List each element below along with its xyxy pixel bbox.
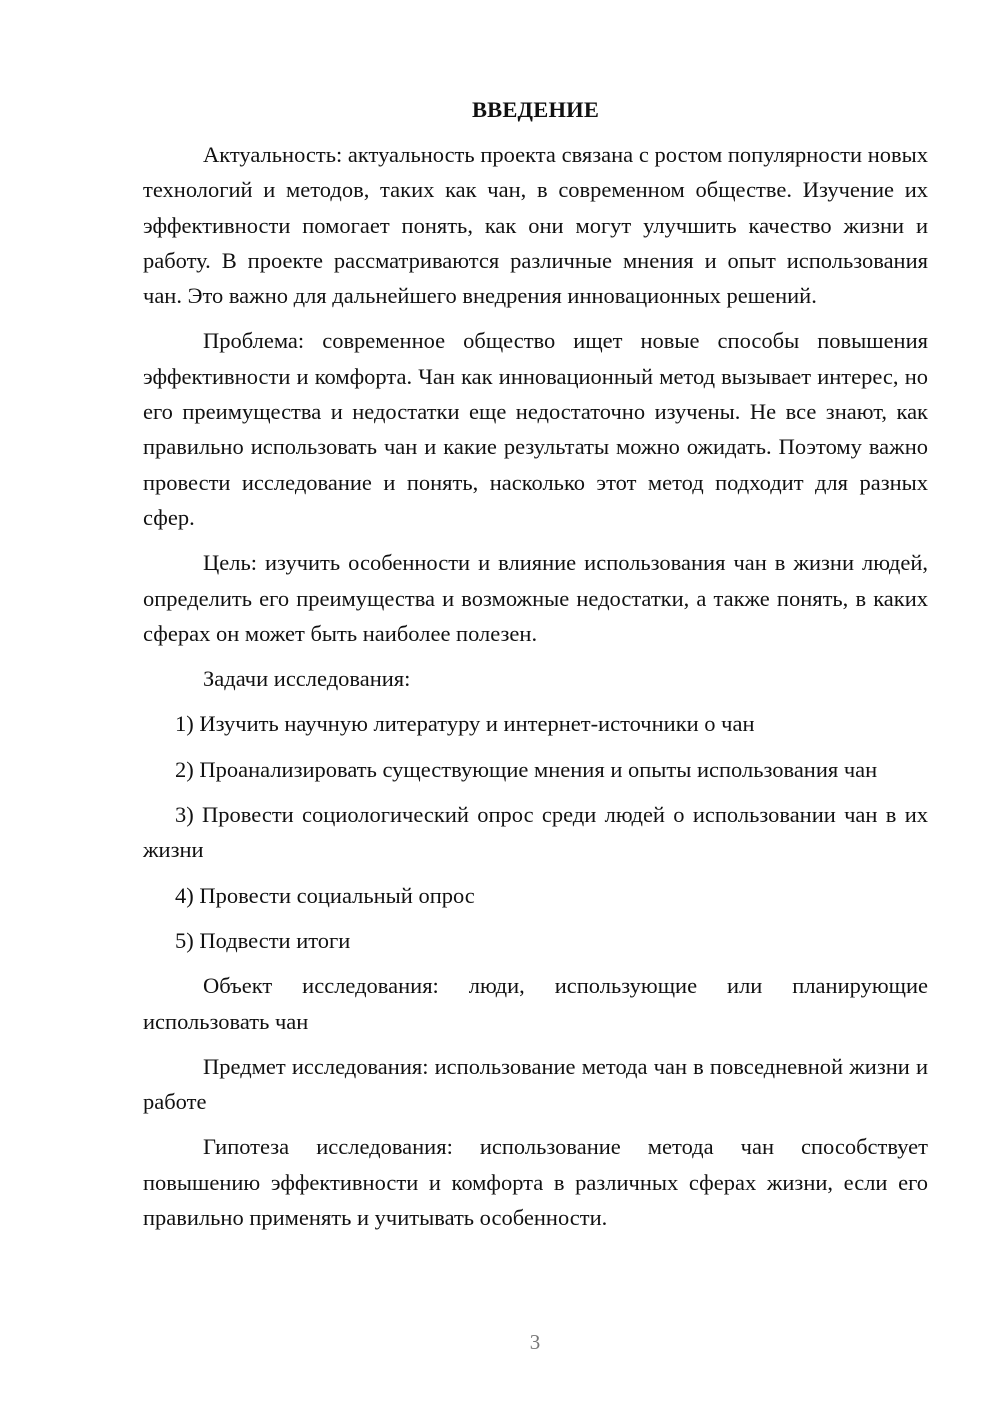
problem-paragraph: Проблема: современное общество ищет новые способы повышения эффективности и комфорта. Чан как инновационный метод вызывает интерес, но его преимущества и недостатки еще недостаточно изучены. Не все знают, как правильно использовать чан и какие результаты можно ожидать. Поэтому важно провести исследование и понять, насколько этот метод подходит для разных сфер. — [143, 328, 928, 530]
task-item-3: 3) Провести социологический опрос среди людей о использовании чан в их жизни — [143, 802, 928, 863]
object-paragraph: Объект исследования: люди, использующие или планирующие использовать чан — [143, 973, 928, 1034]
task-item-5: 5) Подвести итоги — [175, 927, 351, 953]
section-title: ВВЕДЕНИЕ — [471, 97, 600, 122]
page-number: 3 — [529, 1330, 541, 1354]
tasks-heading: Задачи исследования: — [203, 666, 411, 692]
task-item-4: 4) Провести социальный опрос — [175, 882, 475, 908]
task-item-1: 1) Изучить научную литературу и интернет-источники о чан — [175, 711, 755, 737]
subject-paragraph: Предмет исследования: использование метода чан в повседневной жизни и работе — [143, 1053, 928, 1115]
relevance-paragraph: Актуальность: актуальность проекта связана с ростом популярности новых технологий и методов, таких как чан, в современном обществе. Изучение их эффективности помогает понять, как они могут улучшить качество жизни и работу. В проекте рассматриваются различные мнения и опыт использования чан. Это важно для дальнейшего внедрения инновационных решений. — [143, 142, 928, 309]
task-item-2: 2) Проанализировать существующие мнения и опыты использования чан — [175, 756, 878, 782]
hypothesis-paragraph: Гипотеза исследования: использование метода чан способствует повышению эффективности и комфорта в различных сферах жизни, если его правильно применять и учитывать особенности. — [143, 1134, 928, 1231]
goal-paragraph: Цель: изучить особенности и влияние использования чан в жизни людей, определить его преимущества и возможные недостатки, а также понять, в каких сферах он может быть наиболее полезен. — [143, 550, 928, 646]
page-body — [143, 92, 928, 1245]
